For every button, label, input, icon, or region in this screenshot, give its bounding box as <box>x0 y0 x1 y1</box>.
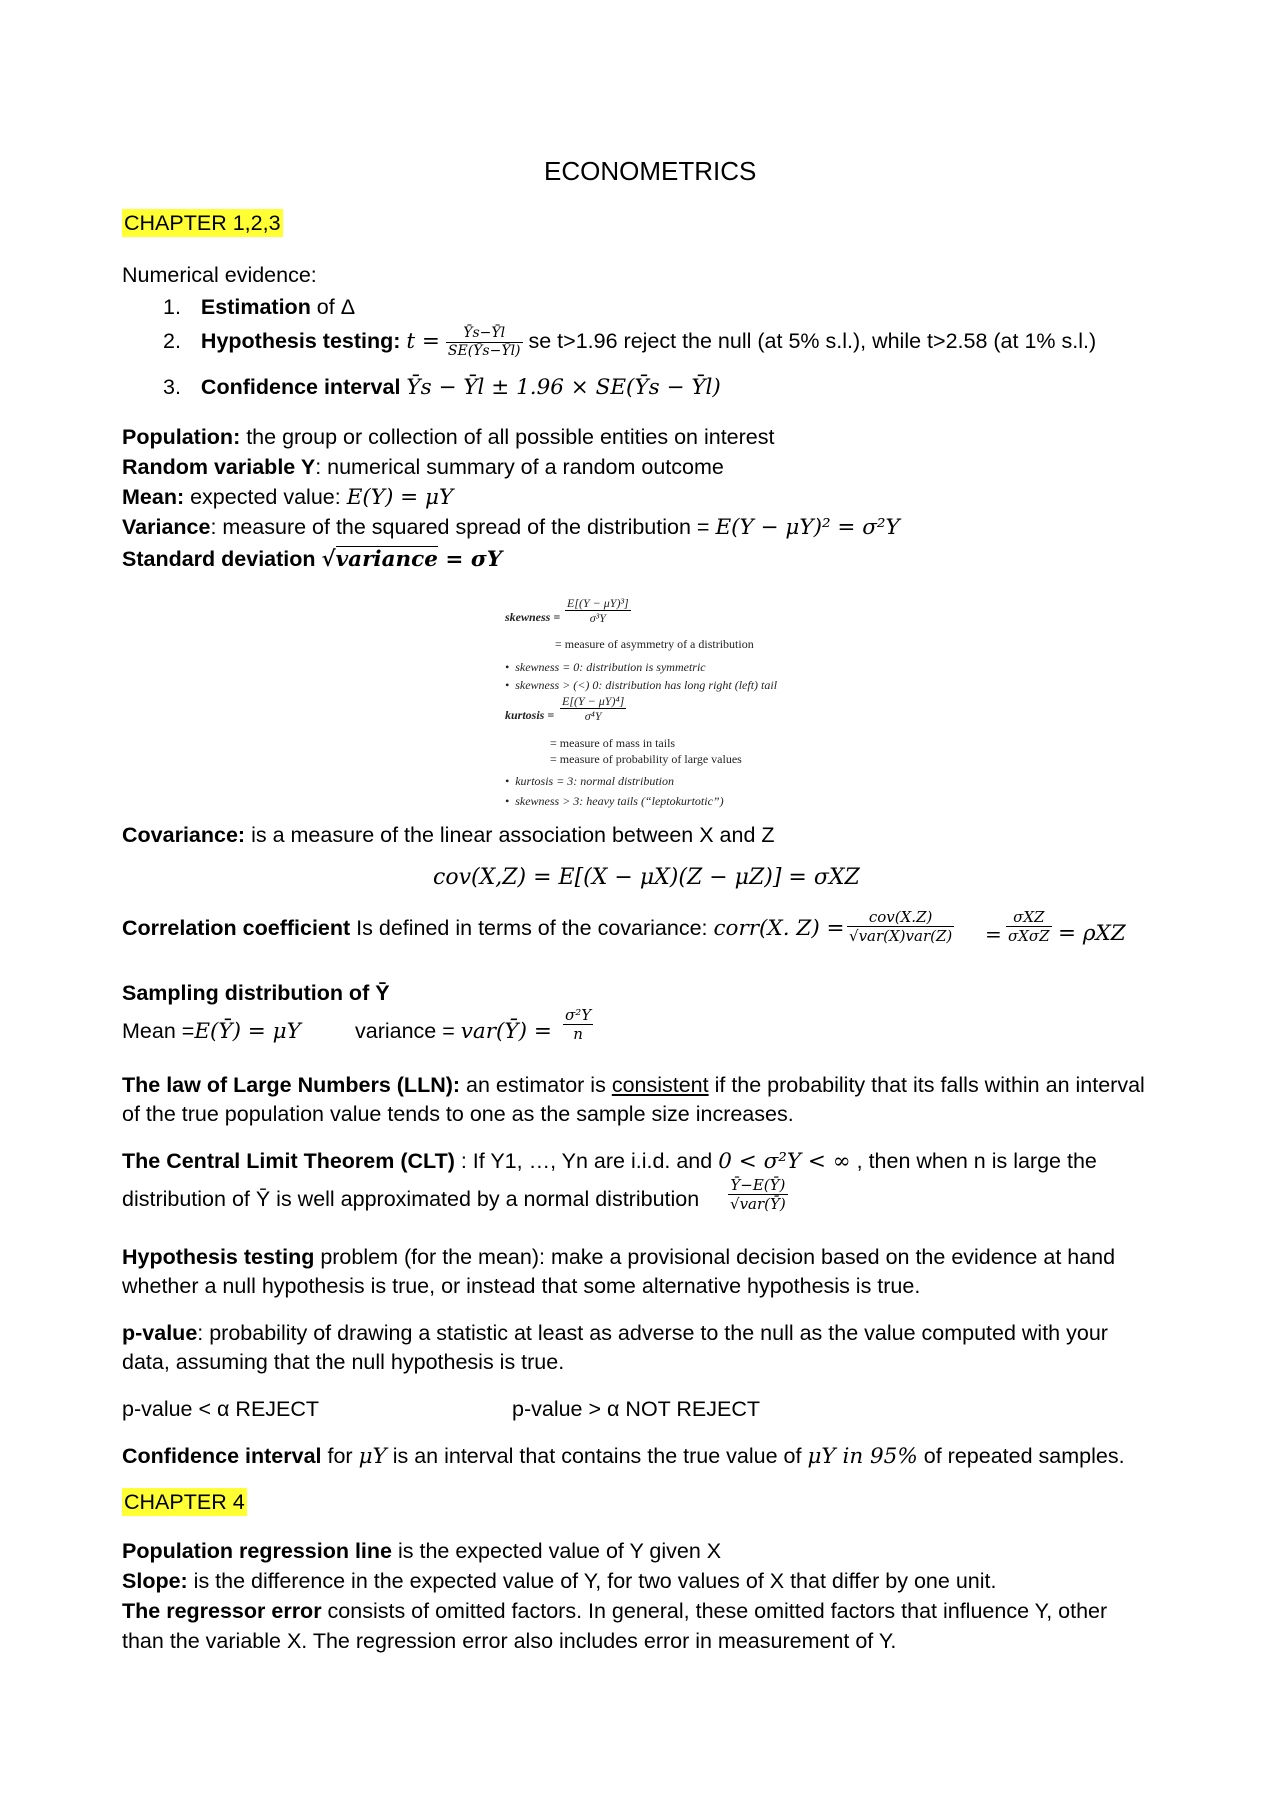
underlined-term: consistent <box>611 1073 709 1097</box>
mean-formula: E(Y) = μY <box>346 485 454 510</box>
covariance-formula: cov(X,Z) = E[(X − μX)(Z − μZ)] = σXZ <box>433 865 860 890</box>
definition-text: for <box>321 1444 359 1468</box>
definition-label: Confidence interval <box>122 1444 322 1468</box>
definition-text: the group or collection of all possible entities on interest <box>240 425 775 449</box>
fraction-denominator: σ⁴Y <box>584 709 602 723</box>
chapter-4-highlight: CHAPTER 4 <box>124 1490 245 1514</box>
sampling-mean-formula: E(Ȳ) = μY <box>194 1019 301 1044</box>
variance-fraction <box>563 1006 593 1043</box>
definition-text: is a measure of the linear association between X and Z <box>245 823 775 847</box>
definition-text: expected value: <box>184 485 347 509</box>
clt-condition: 0 < σ²Y < ∞ <box>718 1149 851 1174</box>
definition-label: Standard deviation <box>122 547 316 571</box>
fraction-denominator: σ³Y <box>589 611 606 625</box>
definition-text: an estimator is <box>460 1073 612 1097</box>
definition-label: Population: <box>122 425 241 449</box>
list-number: 3. <box>163 375 181 399</box>
fraction-numerator: cov(X.Z) <box>847 908 954 927</box>
sampling-variance-fraction <box>563 1006 593 1043</box>
sqrt-symbol: √ <box>321 547 336 572</box>
hypothesis-line-2: whether a null hypothesis is true, or instead that some alternative hypothesis is true. <box>122 1274 921 1298</box>
fraction-denominator: SE(Ȳs−Ȳl) <box>447 343 521 359</box>
definition-label: Covariance: <box>122 823 246 847</box>
mean-definition <box>122 484 453 511</box>
pvalue-not-reject-rule: p-value > α NOT REJECT <box>512 1397 761 1421</box>
kurtosis-bullet: • skewness > 3: heavy tails (“leptokurtotic”) <box>505 794 724 808</box>
correlation-fraction-1 <box>847 908 954 945</box>
fraction-denominator: σXσZ <box>1008 927 1050 945</box>
regressor-error-line-2: than the variable X. The regression error also includes error in measurement of Y. <box>122 1629 897 1653</box>
definition-text: is the expected value of Y given X <box>392 1539 722 1563</box>
page-title: ECONOMETRICS <box>544 156 757 186</box>
pvalue-line-2: data, assuming that the null hypothesis is true. <box>122 1350 565 1374</box>
clt-line-2 <box>122 1186 699 1213</box>
definition-text: , then when n is large the <box>850 1149 1097 1173</box>
sampling-variance-formula: var(Ȳ) = <box>460 1019 552 1044</box>
list-item-bold: Estimation <box>200 295 311 319</box>
lln-definition <box>122 1072 1145 1099</box>
confidence-formula: μY in 95% <box>807 1444 918 1469</box>
slope-definition <box>122 1568 996 1595</box>
standard-deviation-definition <box>122 546 502 573</box>
definition-label: Hypothesis testing <box>122 1245 315 1269</box>
correlation-definition <box>122 915 845 942</box>
kurtosis-label: kurtosis = <box>505 708 555 722</box>
sqrt-argument: variance <box>335 547 438 572</box>
sampling-variance-label: variance = <box>355 1019 461 1043</box>
equals-sign: = <box>985 922 1002 946</box>
list-item <box>163 325 1096 360</box>
definition-text: problem (for the mean): make a provisional decision based on the evidence at hand <box>314 1245 1116 1269</box>
chapter-heading-1 <box>122 210 283 237</box>
definition-text: is an interval that contains the true value of <box>386 1444 808 1468</box>
pvalue-definition <box>122 1320 1108 1347</box>
regressor-error-definition <box>122 1598 1107 1625</box>
fraction-numerator: Ȳs−Ȳl <box>446 325 523 343</box>
definition-label: Mean: <box>122 485 185 509</box>
list-item-text: of Δ <box>310 295 356 319</box>
sampling-mean-label: Mean = <box>122 1019 195 1043</box>
kurtosis-bullet: • kurtosis = 3: normal distribution <box>505 774 674 788</box>
pvalue-reject-rule: p-value < α REJECT <box>122 1397 320 1421</box>
variance-definition <box>122 514 900 541</box>
definition-label: The Central Limit Theorem (CLT) <box>122 1149 455 1173</box>
clt-line-2-text: distribution of Ȳ is well approximated by a normal distribution <box>122 1187 700 1211</box>
skewness-fraction <box>565 596 631 625</box>
list-item-text: se t>1.96 reject the null (at 5% s.l.), while t>2.58 (at 1% s.l.) <box>528 329 1097 354</box>
population-regression-definition <box>122 1538 721 1565</box>
clt-definition <box>122 1148 1097 1175</box>
definition-text: : If Y1, …, Yn are i.i.d. and <box>454 1149 719 1173</box>
definition-text: : probability of drawing a statistic at least as adverse to the null as the value computed with your <box>197 1321 1108 1345</box>
list-item-bold: Hypothesis testing: <box>200 329 401 354</box>
definition-label: p-value <box>122 1321 198 1345</box>
definition-label: Population regression line <box>122 1539 392 1563</box>
fraction-numerator: σXZ <box>1006 908 1052 927</box>
sampling-mean <box>122 1018 301 1045</box>
sampling-heading: Sampling distribution of Ȳ <box>122 981 390 1005</box>
covariance-fraction <box>847 908 954 945</box>
definition-label: Variance <box>122 515 211 539</box>
definition-text: of repeated samples. <box>917 1444 1125 1468</box>
kurtosis-fraction <box>560 694 626 723</box>
definition-label: The regressor error <box>122 1599 322 1623</box>
list-number: 2. <box>163 329 181 354</box>
definition-label: Random variable Y <box>122 455 316 479</box>
definition-label: Slope: <box>122 1569 188 1593</box>
definition-text: : measure of the squared spread of the distribution = <box>210 515 716 539</box>
random-variable-definition <box>122 454 724 481</box>
correlation-lhs: corr(X. Z) = <box>713 916 845 941</box>
t-statistic-fraction <box>446 325 523 360</box>
numerical-evidence-heading: Numerical evidence: <box>122 263 317 287</box>
kurtosis-note: = measure of probability of large values <box>550 752 742 766</box>
confidence-interval-definition <box>122 1443 1125 1470</box>
fraction-denominator: n <box>573 1025 583 1043</box>
fraction-denominator: √var(Ȳ) <box>730 1195 786 1213</box>
skewness-kurtosis-figure <box>505 594 805 814</box>
chapter-1-highlight: CHAPTER 1,2,3 <box>124 211 281 235</box>
clt-fraction <box>728 1176 788 1213</box>
mu-symbol: μY <box>358 1444 387 1469</box>
definition-label: Correlation coefficient <box>122 916 351 940</box>
sqrt-argument: var(Ȳ) <box>739 1195 786 1213</box>
confidence-interval-formula: Ȳs − Ȳl ± 1.96 × SE(Ȳs − Ȳl) <box>406 375 721 400</box>
fraction-numerator: E[(Y − μY)³] <box>567 596 629 610</box>
definition-text: if the probability that its falls within an interval <box>708 1073 1145 1097</box>
lln-line-2: of the true population value tends to one as the sample size increases. <box>122 1102 794 1126</box>
population-definition <box>122 424 774 451</box>
formula-t: t = <box>406 329 440 355</box>
definition-text: is the difference in the expected value of Y, for two values of X that differ by one unit. <box>187 1569 997 1593</box>
list-item-bold: Confidence interval <box>200 375 401 399</box>
list-item <box>163 294 355 321</box>
sqrt-argument: var(X)var(Z) <box>858 927 953 945</box>
variance-formula: E(Y − μY)² = σ²Y <box>715 515 900 540</box>
fraction-denominator: √var(X)var(Z) <box>849 927 953 945</box>
correlation-fraction-2 <box>1006 908 1052 945</box>
fraction-numerator: Ȳ−E(Ȳ) <box>728 1176 788 1195</box>
skewness-note: = measure of asymmetry of a distribution <box>555 637 754 651</box>
sd-formula: = σY <box>437 547 503 572</box>
standardized-fraction <box>728 1176 788 1213</box>
list-number: 1. <box>163 295 181 319</box>
definition-text: consists of omitted factors. In general, these omitted factors that influence Y, other <box>321 1599 1108 1623</box>
definition-label: The law of Large Numbers (LLN): <box>122 1073 461 1097</box>
sampling-variance <box>355 1018 552 1045</box>
list-item <box>163 374 721 401</box>
kurtosis-note: = measure of mass in tails <box>550 736 676 750</box>
hypothesis-definition <box>122 1244 1115 1271</box>
correlation-rhs: = ρXZ <box>1058 921 1126 946</box>
skewness-bullet: • skewness > (<) 0: distribution has long right (left) tail <box>505 678 777 692</box>
skewness-label: skewness = <box>505 610 561 624</box>
fraction-numerator: σ²Y <box>565 1006 592 1024</box>
definition-text: Is defined in terms of the covariance: <box>350 916 714 940</box>
definition-text: : numerical summary of a random outcome <box>315 455 724 479</box>
sigma-fraction <box>1006 908 1052 945</box>
fraction-numerator: E[(Y − μY)⁴] <box>562 694 625 708</box>
skewness-bullet: • skewness = 0: distribution is symmetric <box>505 660 706 674</box>
covariance-definition <box>122 822 775 849</box>
chapter-heading-4 <box>122 1489 247 1516</box>
